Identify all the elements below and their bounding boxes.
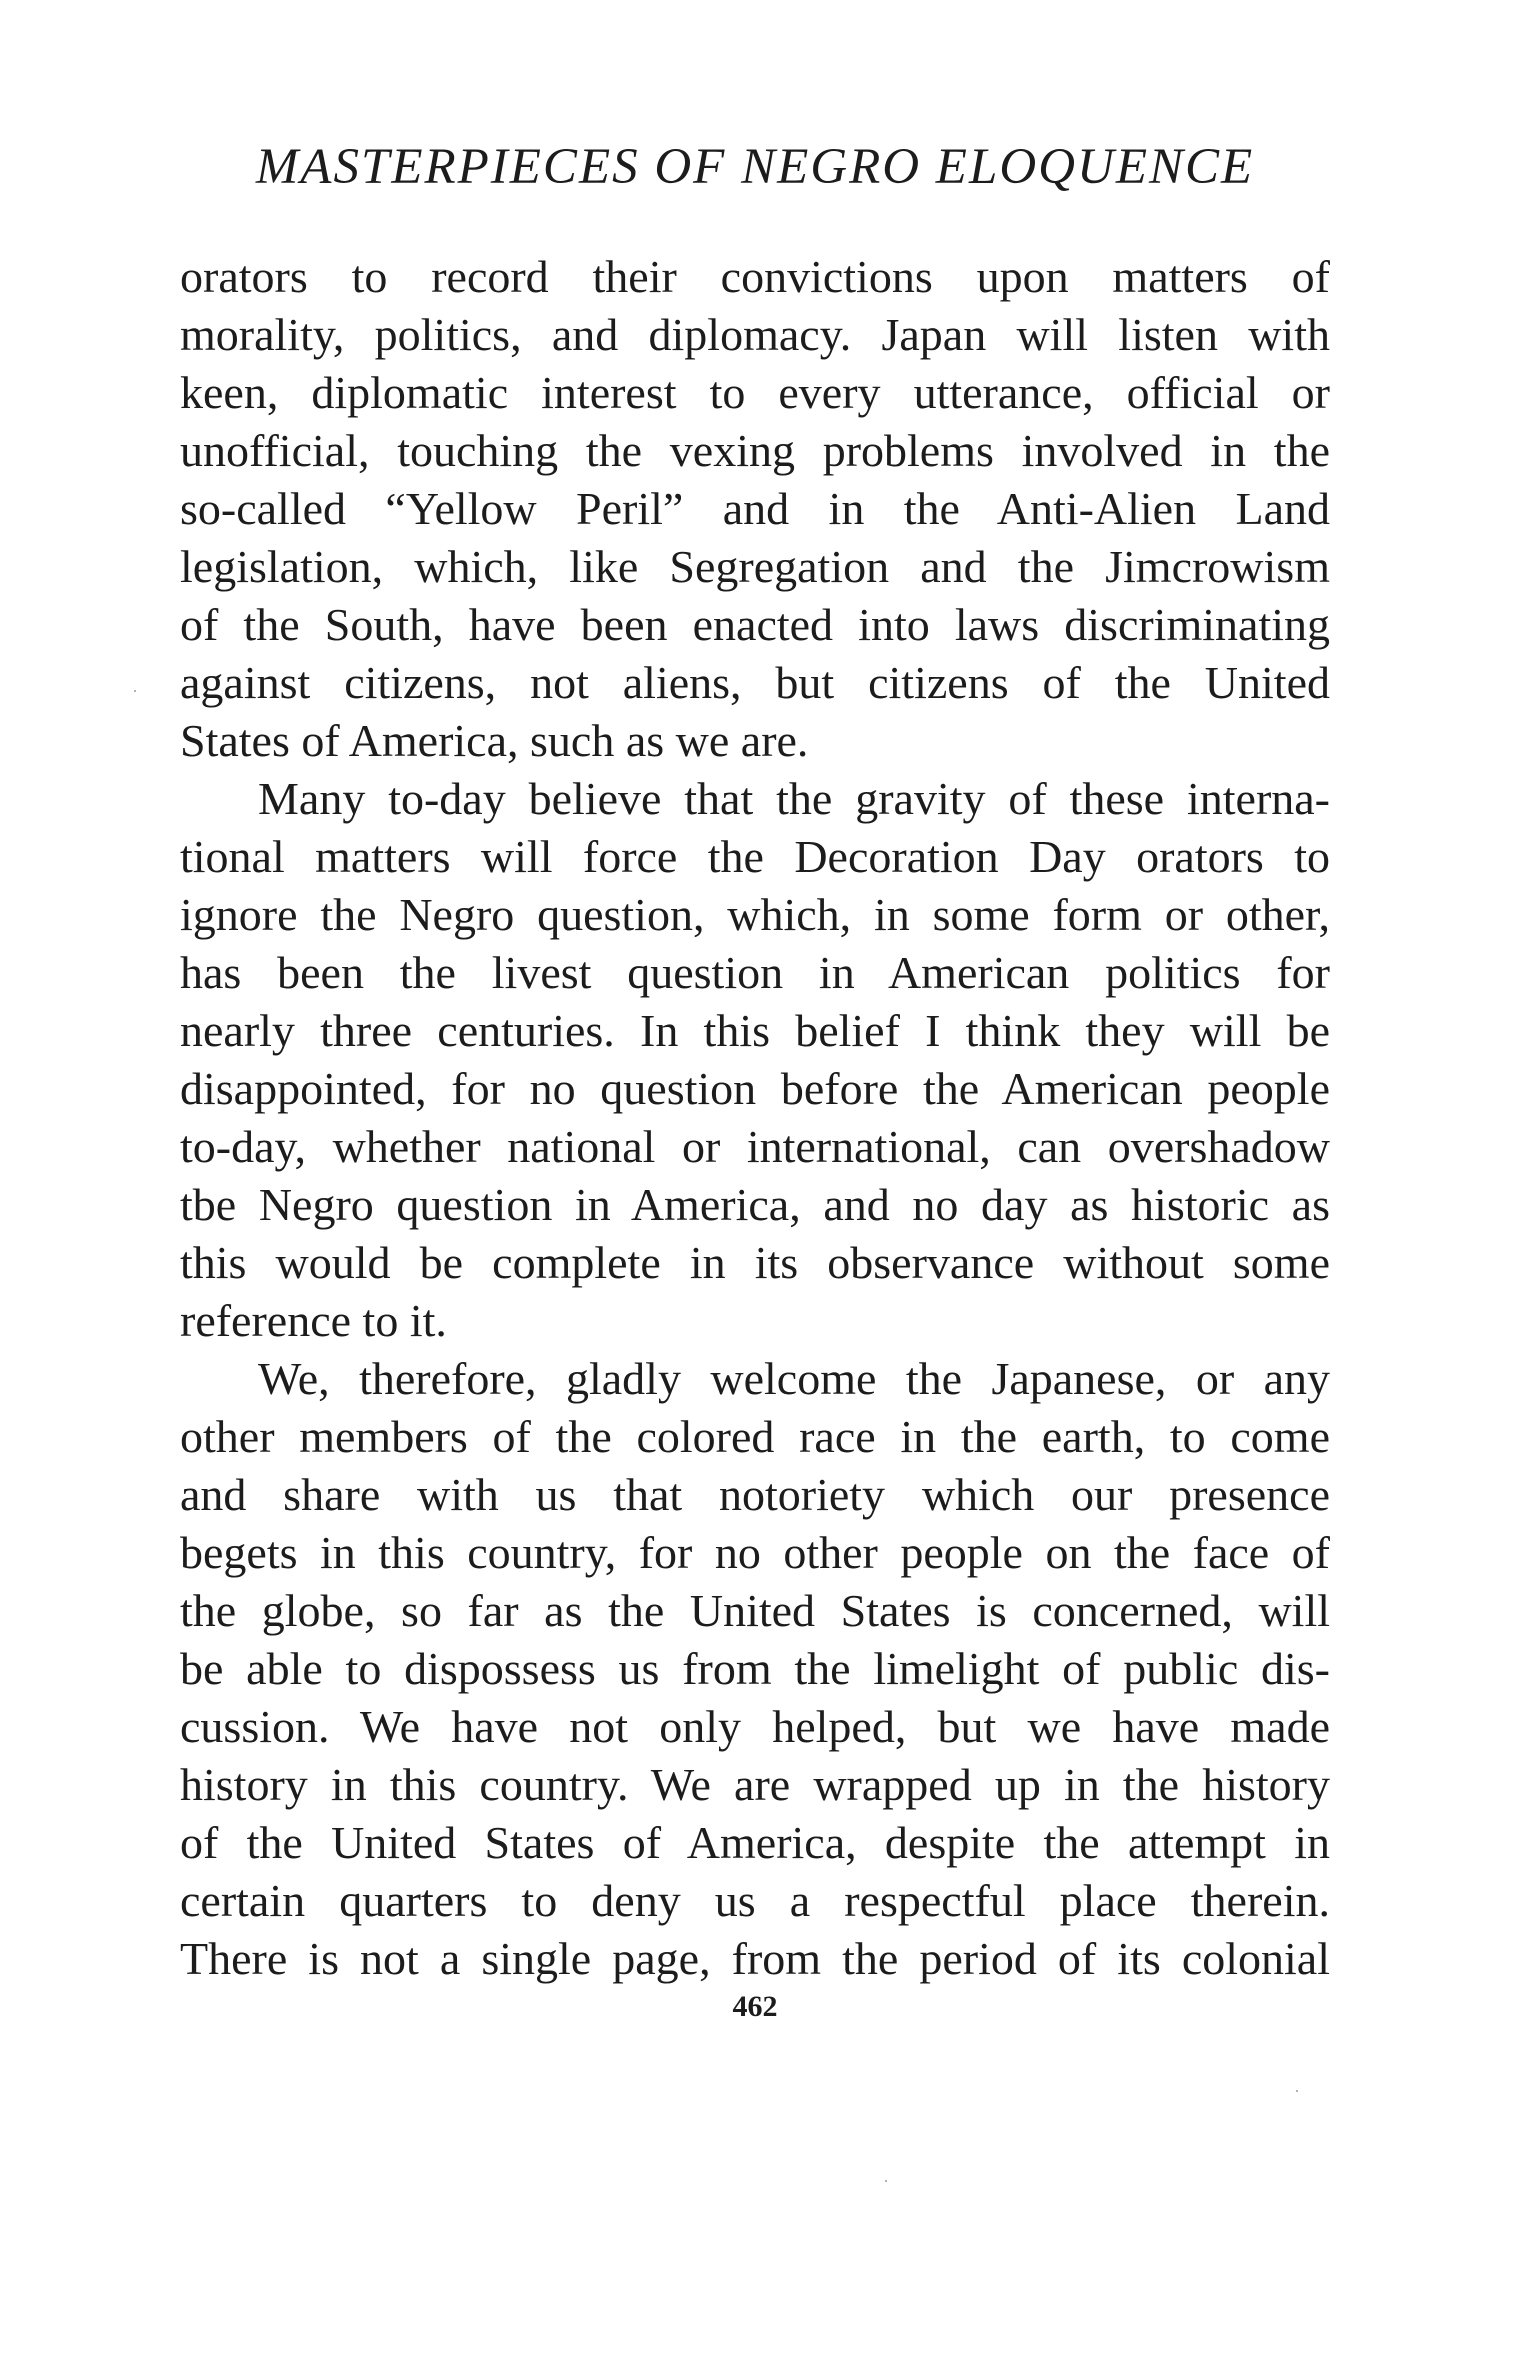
text-line: morality, politics, and diplomacy. Japan will listen with xyxy=(180,309,1330,360)
text-line: We, therefore, gladly welcome the Japanese, or any xyxy=(258,1353,1330,1404)
text-line: nearly three centuries. In this belief I think they will be xyxy=(180,1005,1330,1056)
text-line: against citizens, not aliens, but citizens of the United xyxy=(180,657,1330,708)
body-text xyxy=(180,248,1330,1988)
text-line: this would be complete in its observance without some xyxy=(180,1237,1330,1288)
text-line: States of America, such as we are. xyxy=(180,715,809,766)
text-line: orators to record their convictions upon matters of xyxy=(180,251,1330,302)
text-line: and share with us that notoriety which our presence xyxy=(180,1469,1330,1520)
text-line: history in this country. We are wrapped up in the history xyxy=(180,1759,1330,1810)
text-line: be able to dispossess us from the limelight of public dis- xyxy=(180,1643,1330,1694)
text-line: reference to it. xyxy=(180,1295,447,1346)
text-line: has been the livest question in American politics for xyxy=(180,947,1330,998)
paragraph xyxy=(180,1350,1330,1988)
text-line: disappointed, for no question before the American people xyxy=(180,1063,1330,1114)
paper-speck xyxy=(885,2180,887,2182)
text-line: to-day, whether national or international, can overshadow xyxy=(180,1121,1330,1172)
text-line: certain quarters to deny us a respectful place therein. xyxy=(180,1875,1330,1926)
text-line: tbe Negro question in America, and no day as historic as xyxy=(180,1179,1330,1230)
text-line: of the United States of America, despite the attempt in xyxy=(180,1817,1330,1868)
text-line: tional matters will force the Decoration Day orators to xyxy=(180,831,1330,882)
paper-speck xyxy=(134,690,136,692)
page-number: 462 xyxy=(732,1990,778,2023)
text-line: Many to-day believe that the gravity of these interna- xyxy=(258,773,1330,824)
text-line: ignore the Negro question, which, in some form or other, xyxy=(180,889,1330,940)
text-line: cussion. We have not only helped, but we have made xyxy=(180,1701,1330,1752)
text-line: There is not a single page, from the period of its colonial xyxy=(180,1933,1330,1984)
text-line: of the South, have been enacted into laws discriminating xyxy=(180,599,1330,650)
text-line: keen, diplomatic interest to every utterance, official or xyxy=(180,367,1330,418)
paper-speck xyxy=(1296,2090,1298,2092)
text-line: legislation, which, like Segregation and the Jimcrowism xyxy=(180,541,1330,592)
paragraph xyxy=(180,770,1330,1350)
text-line: begets in this country, for no other people on the face of xyxy=(180,1527,1330,1578)
text-line: so-called “Yellow Peril” and in the Anti-Alien Land xyxy=(180,483,1330,534)
running-head: MASTERPIECES OF NEGRO ELOQUENCE xyxy=(255,139,1255,195)
paragraph xyxy=(180,248,1330,770)
text-line: the globe, so far as the United States is concerned, will xyxy=(180,1585,1330,1636)
text-line: unofficial, touching the vexing problems involved in the xyxy=(180,425,1330,476)
text-line: other members of the colored race in the earth, to come xyxy=(180,1411,1330,1462)
